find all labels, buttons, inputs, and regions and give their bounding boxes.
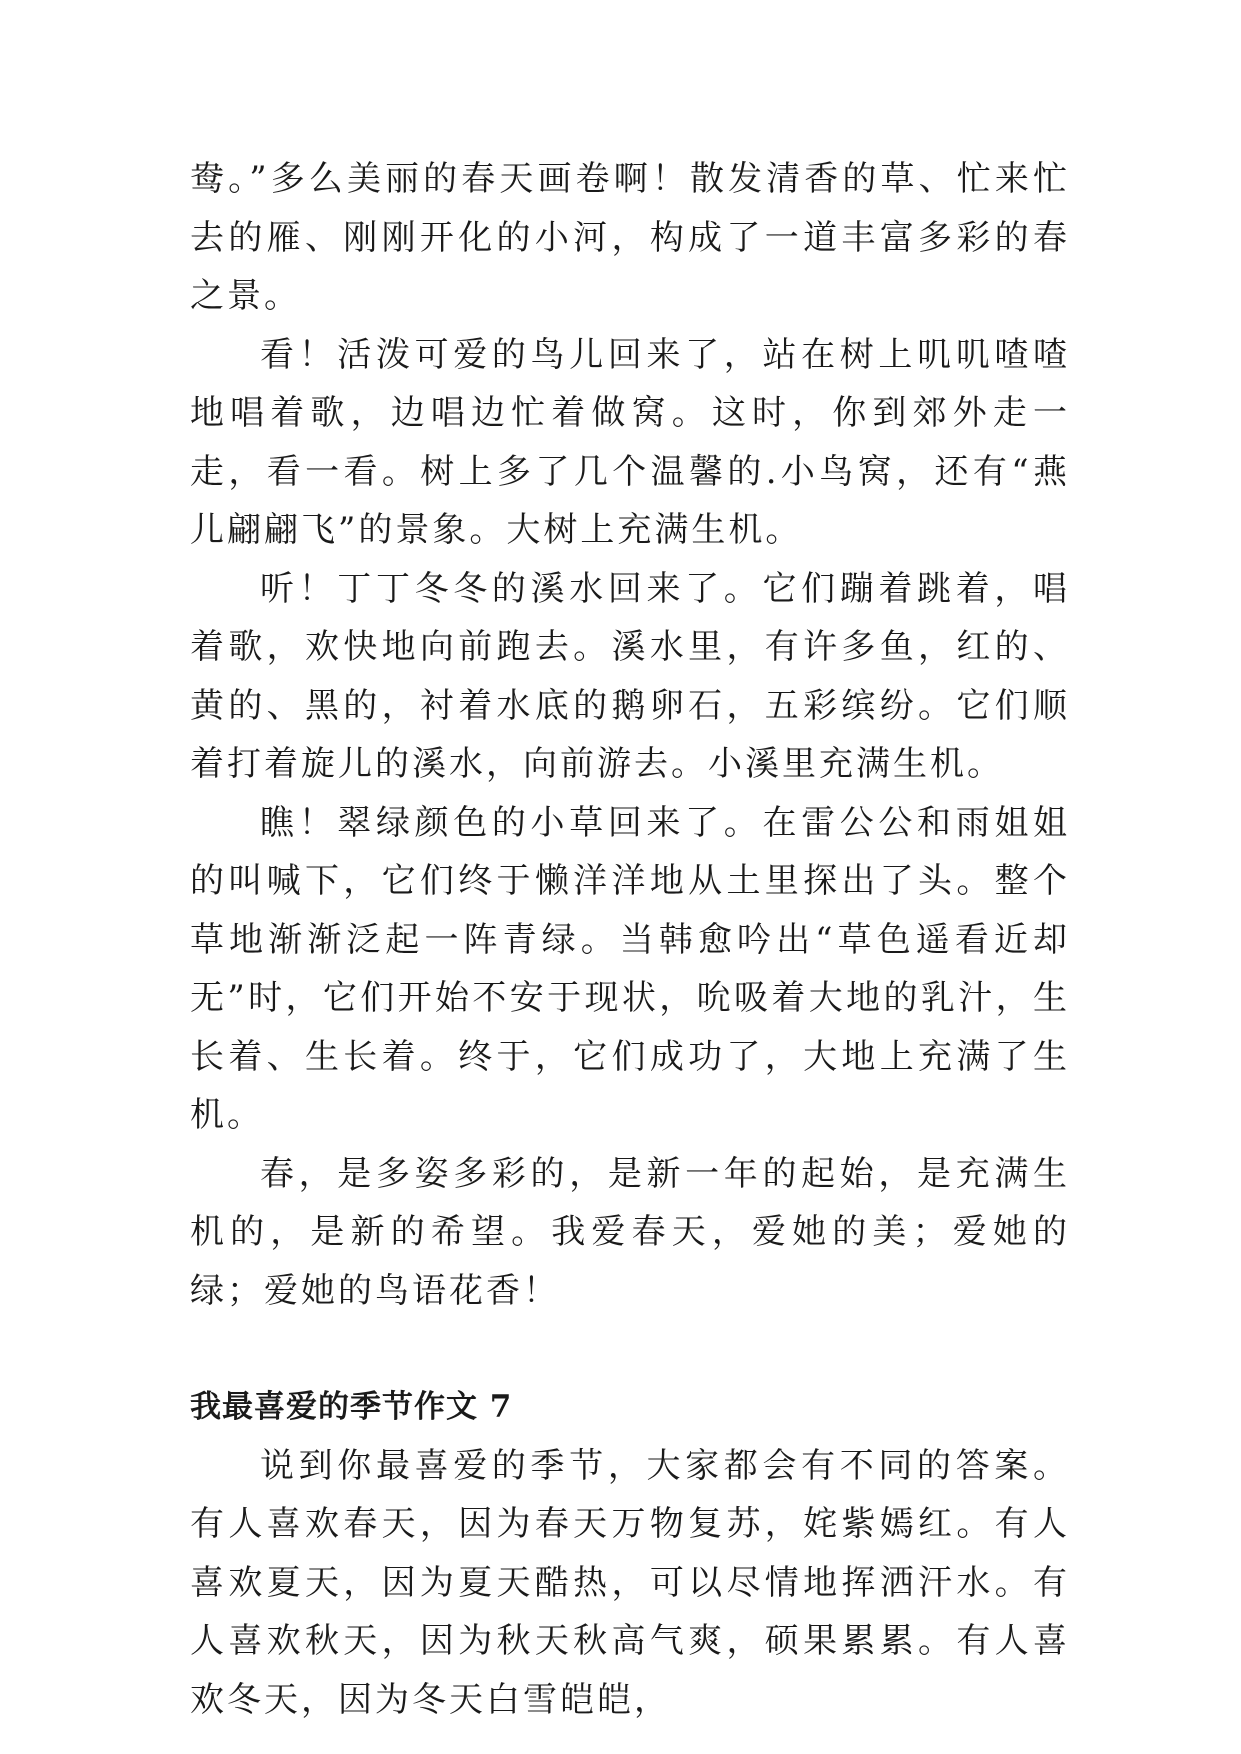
paragraph-stream: 听！丁丁冬冬的溪水回来了。它们蹦着跳着，唱着歌，欢快地向前跑去。溪水里，有许多鱼，红的、黄的、黑的，衬着水底的鹅卵石，五彩缤纷。它们顺着打着旋儿的溪水，向前游去。小溪里充满生机。 xyxy=(190,568,1070,784)
paragraph-grass: 瞧！翠绿颜色的小草回来了。在雷公公和雨姐姐的叫喊下，它们终于懒洋洋地从土里探出了头。整个草地渐渐泛起一阵青绿。当韩愈吟出“草色遥看近却无”时，它们开始不安于现状，吮吸着大地的乳汁，生长着、生长着。终于，它们成功了，大地上充满了生机。 xyxy=(190,802,1070,1135)
document-page xyxy=(190,150,1070,1729)
paragraph-spring-conclusion: 春，是多姿多彩的，是新一年的起始，是充满生机的，是新的希望。我爱春天，爱她的美；爱她的绿；爱她的鸟语花香！ xyxy=(190,1153,1070,1311)
paragraph-1: 鸯。”多么美丽的春天画卷啊！散发清香的草、忙来忙去的雁、刚刚开化的小河，构成了一道丰富多彩的春之景。 xyxy=(190,159,1070,316)
paragraph-seasons-intro: 说到你最喜爱的季节，大家都会有不同的答案。有人喜欢春天，因为春天万物复苏，姹紫嫣红。有人喜欢夏天，因为夏天酷热，可以尽情地挥洒汗水。有人喜欢秋天，因为秋天秋高气爽，硕果累累。有人喜欢冬天，因为冬天白雪皑皑， xyxy=(190,1445,1070,1720)
paragraph-birds: 看！活泼可爱的鸟儿回来了，站在树上叽叽喳喳地唱着歌，边唱边忙着做窝。这时，你到郊外走一走，看一看。树上多了几个温馨的.小鸟窝，还有“燕儿翩翩飞”的景象。大树上充满生机。 xyxy=(190,334,1070,550)
section-title: 我最喜爱的季节作文 7 xyxy=(190,1389,513,1425)
